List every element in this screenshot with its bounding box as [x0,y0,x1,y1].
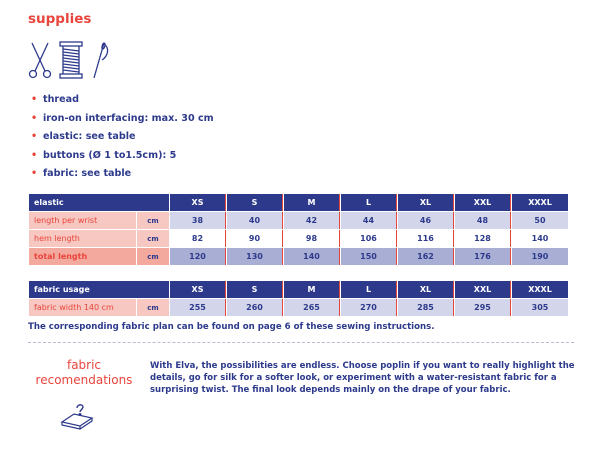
bullet: • [31,94,38,105]
table-cell: 98 [284,230,340,247]
table-row [29,299,568,316]
row-label: hem length [29,230,136,247]
size-header: XL [398,281,454,298]
size-header: XL [398,194,454,211]
table-cell: 140 [512,230,568,247]
recommendations-text: With Elva, the possibilities are endless. Choose poplin if you want to really highlight the details, go for silk for a softer look, or experiment with a water-resistant fabric for a surprising twist. The final look depends mainly on the drape of your fabric. [150,361,575,395]
table-cell: 44 [341,212,397,229]
table-cell: 150 [341,248,397,265]
table-cell: 176 [455,248,511,265]
table-cell: 90 [227,230,283,247]
size-header: L [341,194,397,211]
table-cell: 285 [398,299,454,316]
size-header: S [227,194,283,211]
table-cell: 40 [227,212,283,229]
size-header: XXXL [512,194,568,211]
size-header: XXXL [512,281,568,298]
table-cell: 190 [512,248,568,265]
row-unit: cm [137,212,169,229]
table-cell: 38 [170,212,226,229]
table-cell: 162 [398,248,454,265]
row-unit: cm [137,248,169,265]
table-header-row [29,194,568,211]
size-header: XXL [455,194,511,211]
fabric-plan-note: The corresponding fabric plan can be found on page 6 of these sewing instructions. [28,322,435,332]
size-header: XS [170,194,226,211]
table-cell: 106 [341,230,397,247]
thread-spool-icon [58,40,84,80]
list-item: • fabric: see table [31,168,132,180]
table-cell: 305 [512,299,568,316]
bullet: • [31,168,38,180]
table-cell: 48 [455,212,511,229]
bullet: • [31,131,38,143]
size-header: M [284,194,340,211]
table-cell: 120 [170,248,226,265]
recommendations-title: fabric recomendations [35,358,133,387]
size-header: S [227,281,283,298]
row-label: total length [29,248,136,265]
table-cell: 260 [227,299,283,316]
table-cell: 116 [398,230,454,247]
table-row-total [29,248,568,265]
bullet: • [31,112,38,124]
supplies-list [31,93,214,186]
size-header: M [284,281,340,298]
elastic-table [28,193,569,266]
table-cell: 46 [398,212,454,229]
list-item: • thread [31,94,79,105]
table-cell: 265 [284,299,340,316]
bullet: • [31,149,38,161]
table-row [29,230,568,247]
supplies-icons [28,40,110,80]
table-cell: 295 [455,299,511,316]
table-cell: 128 [455,230,511,247]
table-cell: 42 [284,212,340,229]
table-cell: 270 [341,299,397,316]
table-cell: 255 [170,299,226,316]
list-item: • iron-on interfacing: max. 30 cm [31,112,214,124]
table-cell: 50 [512,212,568,229]
size-header: XXL [455,281,511,298]
fabric-question-icon [60,402,94,434]
table-cell: 140 [284,248,340,265]
section-title: supplies [28,11,92,27]
row-label: fabric width 140 cm [29,299,136,316]
fabric-usage-table [28,280,569,317]
list-item: • buttons (Ø 1 to1.5cm): 5 [31,149,177,161]
row-label: length per wrist [29,212,136,229]
list-item: • elastic: see table [31,131,136,143]
table-header-label: elastic [29,194,169,211]
scissors-icon [28,40,52,80]
table-header-row [29,281,568,298]
needle-icon [90,40,110,80]
table-row [29,212,568,229]
table-cell: 130 [227,248,283,265]
size-header: L [341,281,397,298]
row-unit: cm [137,299,169,316]
divider [28,342,574,343]
row-unit: cm [137,230,169,247]
size-header: XS [170,281,226,298]
table-header-label: fabric usage [29,281,169,298]
table-cell: 82 [170,230,226,247]
